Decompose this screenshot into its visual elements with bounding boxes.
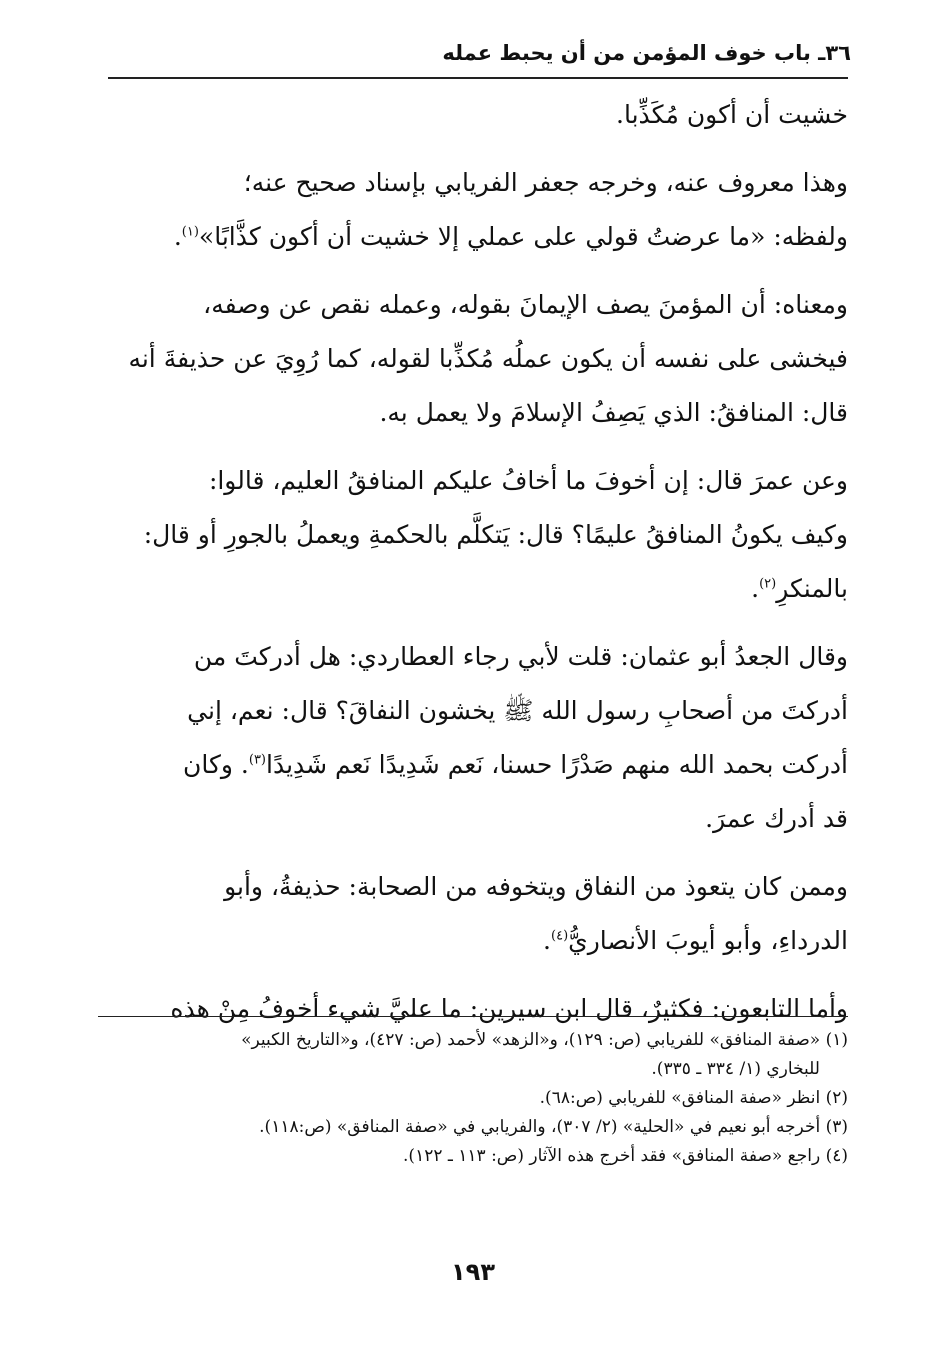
text-line (108, 792, 848, 846)
running-title: ٣٦ـ باب خوف المؤمن من أن يحبط عمله (442, 41, 851, 65)
text-line (108, 278, 848, 332)
text-line-content: خشيت أن أكون مُكَذِّبا. (616, 100, 848, 129)
footnote-ref: (٣) (248, 752, 266, 768)
text-line-content: ولفظه: «ما عرضتُ قولي على عملي إلا خشيت أن أكون كذَّابًا» (198, 222, 848, 251)
footnote-rule (98, 1016, 848, 1017)
main-text (108, 88, 848, 1036)
footnote-1-continued: للبخاري (١/ ٣٣٤ ـ ٣٣٥). (651, 1059, 820, 1079)
text-line-tail: . (173, 222, 182, 251)
text-line (108, 738, 848, 792)
text-line (108, 508, 848, 562)
text-line-content: قال: المنافقُ: الذي يَصِفُ الإسلامَ ولا يعمل به. (379, 398, 848, 427)
footnote-4: (٤) راجع «صفة المنافق» فقد أخرج هذه الآثار (ص: ١١٣ ـ ١٢٢). (403, 1146, 848, 1166)
footnote-ref: (٢) (759, 576, 777, 592)
text-line-content: وقال الجعدُ أبو عثمان: قلت لأبي رجاء العطاردي: هل أدركتَ من (193, 642, 848, 671)
text-line (108, 210, 848, 264)
text-line-content: أدركتَ من أصحابِ رسول الله ﷺ يخشون النفاقَ؟ قال: نعم، إني (187, 696, 848, 725)
footnote-1: (١) «صفة المنافق» للفريابي (ص: ١٢٩)، و«الزهد» لأحمد (ص: ٤٢٧)، و«التاريخ الكبير» (241, 1030, 848, 1050)
text-line-tail: . (751, 574, 760, 603)
text-line (108, 88, 848, 142)
footnote-3: (٣) أخرجه أبو نعيم في «الحلية» (٢/ ٣٠٧)، والفريابي في «صفة المنافق» (ص:١١٨). (259, 1117, 848, 1137)
page-number: ١٩٣ (451, 1258, 495, 1286)
text-line (108, 860, 848, 914)
text-line-content: وممن كان يتعوذ من النفاق ويتخوفه من الصحابة: حذيفةُ، وأبو (224, 872, 848, 901)
text-line-content: وكيف يكونُ المنافقُ عليمًا؟ قال: يَتكلَّم بالحكمةِ ويعملُ بالجورِ أو قال: (143, 520, 848, 549)
footnote-ref: (٤) (551, 928, 569, 944)
footnotes (98, 1026, 848, 1171)
text-line (108, 562, 848, 616)
text-line (108, 332, 848, 386)
text-line-tail: . (543, 926, 551, 955)
text-line (108, 156, 848, 210)
text-line-content: ومعناه: أن المؤمنَ يصف الإيمانَ بقوله، وعمله نقص عن وصفه، (203, 290, 848, 319)
text-line-content: أدركت بحمد الله منهم صَدْرًا حسنا، نَعم شَدِيدًا نَعم شَدِيدًا (266, 750, 848, 779)
text-line-content: فيخشى على نفسه أن يكون عملُه مُكذِّبا لقوله، كما رُوِيَ عن حذيفةَ أنه (128, 344, 848, 373)
text-line-content: وأما التابعون: فكثيرٌ، قال ابن سيرين: ما عليَّ شيء أخوفُ مِنْ هذه (170, 994, 848, 1023)
footnote-ref: (١) (181, 224, 199, 240)
footnote-2: (٢) انظر «صفة المنافق» للفريابي (ص:٦٨). (539, 1088, 848, 1108)
header-rule (108, 77, 848, 79)
text-line-content: بالمنكرِ (776, 574, 848, 603)
text-line (108, 386, 848, 440)
text-line-content: وهذا معروف عنه، وخرجه جعفر الفريابي بإسناد صحيح عنه؛ (243, 168, 848, 197)
text-line-tail: . وكان (183, 750, 249, 779)
text-line (108, 914, 848, 968)
text-line (108, 454, 848, 508)
text-line-content: قد أدرك عمرَ. (705, 804, 848, 833)
text-line-content: الدرداءِ، وأبو أيوبَ الأنصاريُّ (568, 926, 848, 955)
text-line (108, 630, 848, 684)
text-line-content: وعن عمرَ قال: إن أخوفَ ما أخافُ عليكم المنافقُ العليم، قالوا: (208, 466, 848, 495)
text-line (108, 684, 848, 738)
